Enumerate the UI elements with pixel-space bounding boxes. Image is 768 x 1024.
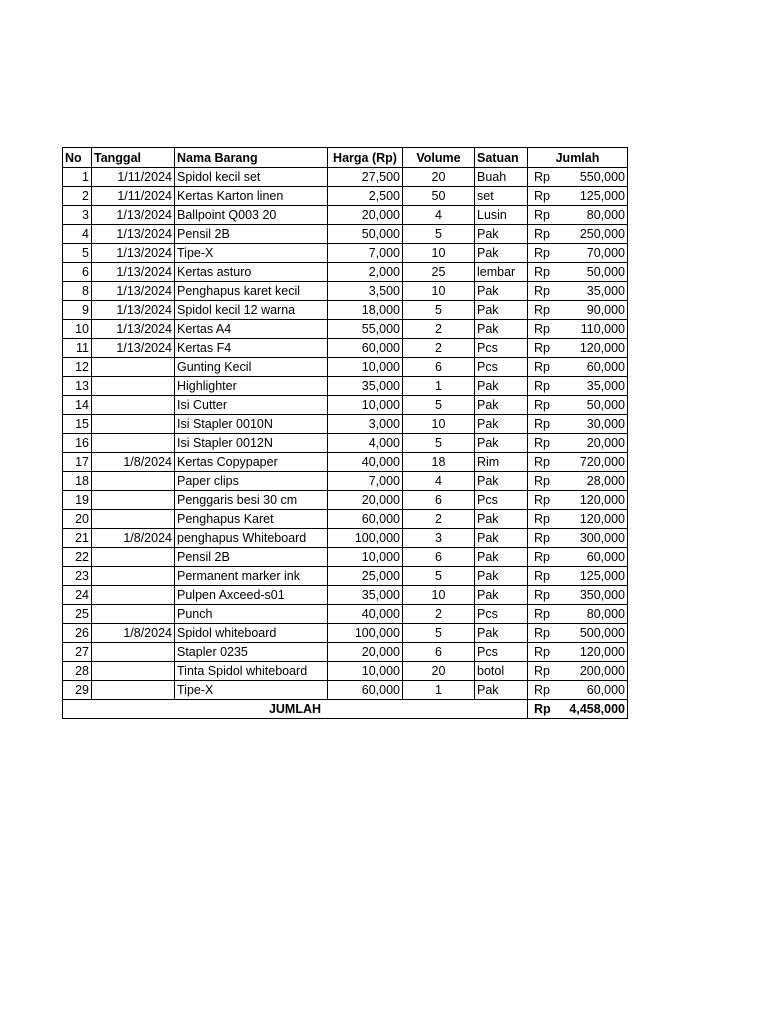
- table-row: [63, 472, 628, 491]
- cell-nama-barang: Paper clips: [175, 472, 328, 491]
- cell-nama-barang: Stapler 0235: [175, 643, 328, 662]
- cell-jumlah: [528, 491, 628, 510]
- cell-no: 2: [63, 187, 92, 206]
- cell-tanggal: [92, 510, 175, 529]
- cell-nama-barang: Pensil 2B: [175, 548, 328, 567]
- cell-jumlah: [528, 605, 628, 624]
- cell-harga: 40,000: [328, 605, 403, 624]
- cell-harga: 100,000: [328, 624, 403, 643]
- cell-tanggal: [92, 377, 175, 396]
- cell-volume: 10: [403, 244, 475, 263]
- table-row: [63, 548, 628, 567]
- cell-nama-barang: Gunting Kecil: [175, 358, 328, 377]
- table-row: [63, 415, 628, 434]
- cell-currency: Rp: [534, 436, 550, 450]
- cell-jumlah-value: 90,000: [586, 303, 625, 317]
- total-value: 4,458,000: [569, 702, 625, 716]
- cell-jumlah-value: 35,000: [586, 284, 625, 298]
- table-row: [63, 206, 628, 225]
- cell-tanggal: [92, 681, 175, 700]
- cell-jumlah: [528, 453, 628, 472]
- cell-jumlah-value: 60,000: [586, 360, 625, 374]
- cell-tanggal: [92, 491, 175, 510]
- cell-currency: Rp: [534, 664, 550, 678]
- cell-satuan: Pak: [475, 529, 528, 548]
- header-volume: Volume: [403, 148, 475, 168]
- cell-no: 14: [63, 396, 92, 415]
- cell-tanggal: [92, 396, 175, 415]
- cell-harga: 35,000: [328, 377, 403, 396]
- cell-currency: Rp: [534, 379, 550, 393]
- cell-satuan: lembar: [475, 263, 528, 282]
- cell-no: 6: [63, 263, 92, 282]
- cell-jumlah-value: 120,000: [579, 512, 625, 526]
- cell-jumlah-value: 120,000: [579, 645, 625, 659]
- cell-currency: Rp: [534, 512, 550, 526]
- table-row: [63, 567, 628, 586]
- cell-no: 1: [63, 168, 92, 187]
- cell-jumlah-value: 110,000: [580, 322, 625, 336]
- table-row: [63, 339, 628, 358]
- cell-volume: 18: [403, 453, 475, 472]
- cell-jumlah-value: 35,000: [586, 379, 625, 393]
- cell-harga: 20,000: [328, 643, 403, 662]
- cell-no: 9: [63, 301, 92, 320]
- cell-jumlah: [528, 510, 628, 529]
- cell-jumlah: [528, 206, 628, 225]
- total-amount-cell: [528, 700, 628, 719]
- cell-harga: 2,500: [328, 187, 403, 206]
- cell-currency: Rp: [534, 322, 550, 336]
- cell-currency: Rp: [534, 246, 550, 260]
- cell-tanggal: 1/13/2024: [92, 282, 175, 301]
- table-body: [63, 168, 628, 700]
- cell-volume: 25: [403, 263, 475, 282]
- cell-harga: 10,000: [328, 662, 403, 681]
- cell-no: 8: [63, 282, 92, 301]
- cell-volume: 5: [403, 301, 475, 320]
- cell-harga: 60,000: [328, 510, 403, 529]
- cell-satuan: Pak: [475, 225, 528, 244]
- cell-no: 19: [63, 491, 92, 510]
- cell-satuan: botol: [475, 662, 528, 681]
- cell-nama-barang: Spidol whiteboard: [175, 624, 328, 643]
- cell-volume: 6: [403, 358, 475, 377]
- cell-tanggal: 1/8/2024: [92, 453, 175, 472]
- cell-jumlah: [528, 567, 628, 586]
- cell-currency: Rp: [534, 284, 550, 298]
- cell-currency: Rp: [534, 683, 550, 697]
- cell-no: 11: [63, 339, 92, 358]
- cell-jumlah: [528, 263, 628, 282]
- table-row: [63, 491, 628, 510]
- cell-harga: 20,000: [328, 206, 403, 225]
- cell-tanggal: [92, 567, 175, 586]
- cell-harga: 27,500: [328, 168, 403, 187]
- cell-harga: 40,000: [328, 453, 403, 472]
- header-jumlah: Jumlah: [528, 148, 628, 168]
- cell-satuan: Pak: [475, 548, 528, 567]
- cell-tanggal: 1/8/2024: [92, 624, 175, 643]
- cell-volume: 2: [403, 339, 475, 358]
- cell-satuan: Pcs: [475, 605, 528, 624]
- cell-currency: Rp: [534, 189, 550, 203]
- cell-tanggal: 1/11/2024: [92, 187, 175, 206]
- table-row: [63, 624, 628, 643]
- cell-nama-barang: Pensil 2B: [175, 225, 328, 244]
- cell-jumlah-value: 20,000: [586, 436, 625, 450]
- cell-satuan: Pcs: [475, 491, 528, 510]
- cell-jumlah: [528, 662, 628, 681]
- cell-harga: 4,000: [328, 434, 403, 453]
- table-row: [63, 529, 628, 548]
- cell-volume: 4: [403, 472, 475, 491]
- cell-no: 10: [63, 320, 92, 339]
- cell-jumlah-value: 80,000: [586, 607, 625, 621]
- cell-tanggal: 1/11/2024: [92, 168, 175, 187]
- cell-jumlah-value: 120,000: [579, 493, 625, 507]
- cell-jumlah-value: 80,000: [586, 208, 625, 222]
- cell-jumlah: [528, 244, 628, 263]
- cell-jumlah: [528, 548, 628, 567]
- cell-harga: 7,000: [328, 244, 403, 263]
- table-row: [63, 358, 628, 377]
- cell-jumlah: [528, 472, 628, 491]
- cell-tanggal: [92, 586, 175, 605]
- cell-nama-barang: Spidol kecil 12 warna: [175, 301, 328, 320]
- cell-volume: 10: [403, 282, 475, 301]
- cell-currency: Rp: [534, 341, 550, 355]
- cell-no: 20: [63, 510, 92, 529]
- cell-tanggal: [92, 605, 175, 624]
- cell-jumlah-value: 250,000: [579, 227, 625, 241]
- cell-volume: 6: [403, 548, 475, 567]
- cell-volume: 1: [403, 377, 475, 396]
- cell-satuan: Pak: [475, 624, 528, 643]
- cell-currency: Rp: [534, 398, 550, 412]
- cell-satuan: Lusin: [475, 206, 528, 225]
- cell-currency: Rp: [534, 588, 550, 602]
- cell-jumlah: [528, 396, 628, 415]
- cell-currency: Rp: [534, 531, 550, 545]
- cell-no: 27: [63, 643, 92, 662]
- cell-volume: 1: [403, 681, 475, 700]
- cell-volume: 20: [403, 168, 475, 187]
- cell-volume: 5: [403, 434, 475, 453]
- cell-currency: Rp: [534, 360, 550, 374]
- cell-satuan: Pak: [475, 301, 528, 320]
- cell-satuan: Pak: [475, 282, 528, 301]
- cell-volume: 3: [403, 529, 475, 548]
- cell-tanggal: 1/13/2024: [92, 244, 175, 263]
- cell-jumlah-value: 50,000: [586, 265, 625, 279]
- cell-jumlah-value: 50,000: [586, 398, 625, 412]
- cell-jumlah-value: 720,000: [579, 455, 625, 469]
- table-row: [63, 225, 628, 244]
- cell-volume: 5: [403, 567, 475, 586]
- cell-no: 28: [63, 662, 92, 681]
- table-row: [63, 263, 628, 282]
- cell-nama-barang: Spidol kecil set: [175, 168, 328, 187]
- cell-tanggal: [92, 415, 175, 434]
- cell-harga: 60,000: [328, 681, 403, 700]
- cell-jumlah-value: 300,000: [579, 531, 625, 545]
- cell-nama-barang: Penghapus Karet: [175, 510, 328, 529]
- cell-satuan: set: [475, 187, 528, 206]
- cell-jumlah-value: 500,000: [579, 626, 625, 640]
- cell-currency: Rp: [534, 626, 550, 640]
- cell-harga: 10,000: [328, 396, 403, 415]
- cell-jumlah: [528, 187, 628, 206]
- cell-harga: 18,000: [328, 301, 403, 320]
- cell-satuan: Pak: [475, 377, 528, 396]
- table-row: [63, 396, 628, 415]
- header-satuan: Satuan: [475, 148, 528, 168]
- cell-volume: 5: [403, 396, 475, 415]
- table-row: [63, 187, 628, 206]
- cell-jumlah-value: 350,000: [579, 588, 625, 602]
- cell-volume: 6: [403, 643, 475, 662]
- cell-jumlah: [528, 168, 628, 187]
- cell-tanggal: 1/13/2024: [92, 339, 175, 358]
- cell-harga: 100,000: [328, 529, 403, 548]
- cell-no: 13: [63, 377, 92, 396]
- cell-nama-barang: Kertas F4: [175, 339, 328, 358]
- cell-currency: Rp: [534, 455, 550, 469]
- cell-satuan: Pak: [475, 244, 528, 263]
- cell-volume: 2: [403, 320, 475, 339]
- cell-jumlah: [528, 301, 628, 320]
- cell-harga: 25,000: [328, 567, 403, 586]
- table-row: [63, 662, 628, 681]
- cell-no: 15: [63, 415, 92, 434]
- cell-volume: 50: [403, 187, 475, 206]
- cell-nama-barang: Pulpen Axceed-s01: [175, 586, 328, 605]
- cell-tanggal: 1/13/2024: [92, 206, 175, 225]
- cell-jumlah: [528, 320, 628, 339]
- cell-no: 12: [63, 358, 92, 377]
- cell-jumlah: [528, 624, 628, 643]
- cell-currency: Rp: [534, 607, 550, 621]
- cell-volume: 4: [403, 206, 475, 225]
- cell-nama-barang: Kertas A4: [175, 320, 328, 339]
- cell-tanggal: [92, 662, 175, 681]
- cell-satuan: Pcs: [475, 643, 528, 662]
- table-row: [63, 605, 628, 624]
- cell-no: 21: [63, 529, 92, 548]
- cell-tanggal: [92, 548, 175, 567]
- cell-harga: 2,000: [328, 263, 403, 282]
- cell-satuan: Pak: [475, 681, 528, 700]
- cell-jumlah: [528, 358, 628, 377]
- cell-harga: 55,000: [328, 320, 403, 339]
- cell-jumlah-value: 70,000: [586, 246, 625, 260]
- cell-satuan: Pcs: [475, 339, 528, 358]
- cell-tanggal: 1/13/2024: [92, 301, 175, 320]
- cell-tanggal: 1/8/2024: [92, 529, 175, 548]
- total-currency: Rp: [534, 702, 551, 716]
- cell-harga: 3,000: [328, 415, 403, 434]
- table-row: [63, 244, 628, 263]
- table-row: [63, 320, 628, 339]
- cell-jumlah: [528, 339, 628, 358]
- cell-currency: Rp: [534, 227, 550, 241]
- table-row: [63, 434, 628, 453]
- cell-nama-barang: Isi Stapler 0010N: [175, 415, 328, 434]
- cell-volume: 5: [403, 225, 475, 244]
- cell-no: 4: [63, 225, 92, 244]
- cell-tanggal: [92, 358, 175, 377]
- cell-nama-barang: Punch: [175, 605, 328, 624]
- cell-volume: 5: [403, 624, 475, 643]
- header-tanggal: Tanggal: [92, 148, 175, 168]
- cell-currency: Rp: [534, 550, 550, 564]
- cell-currency: Rp: [534, 417, 550, 431]
- cell-satuan: Pak: [475, 320, 528, 339]
- cell-no: 24: [63, 586, 92, 605]
- cell-nama-barang: Highlighter: [175, 377, 328, 396]
- cell-jumlah-value: 200,000: [579, 664, 625, 678]
- cell-satuan: Pak: [475, 586, 528, 605]
- table-row: [63, 453, 628, 472]
- cell-jumlah: [528, 529, 628, 548]
- cell-satuan: Pak: [475, 472, 528, 491]
- cell-no: 17: [63, 453, 92, 472]
- cell-nama-barang: Tipe-X: [175, 681, 328, 700]
- cell-harga: 10,000: [328, 358, 403, 377]
- table-row: [63, 168, 628, 187]
- cell-jumlah-value: 60,000: [586, 550, 625, 564]
- cell-nama-barang: Tinta Spidol whiteboard: [175, 662, 328, 681]
- cell-currency: Rp: [534, 645, 550, 659]
- cell-currency: Rp: [534, 474, 550, 488]
- cell-no: 29: [63, 681, 92, 700]
- table-row: [63, 681, 628, 700]
- cell-harga: 10,000: [328, 548, 403, 567]
- cell-tanggal: 1/13/2024: [92, 263, 175, 282]
- cell-volume: 2: [403, 605, 475, 624]
- cell-nama-barang: Permanent marker ink: [175, 567, 328, 586]
- cell-harga: 7,000: [328, 472, 403, 491]
- cell-satuan: Pak: [475, 434, 528, 453]
- cell-currency: Rp: [534, 569, 550, 583]
- cell-volume: 2: [403, 510, 475, 529]
- cell-no: 23: [63, 567, 92, 586]
- cell-nama-barang: Tipe-X: [175, 244, 328, 263]
- cell-nama-barang: penghapus Whiteboard: [175, 529, 328, 548]
- cell-jumlah-value: 125,000: [579, 189, 625, 203]
- cell-tanggal: [92, 643, 175, 662]
- cell-nama-barang: Penghapus karet kecil: [175, 282, 328, 301]
- cell-jumlah: [528, 415, 628, 434]
- table-row: [63, 586, 628, 605]
- total-label: JUMLAH: [63, 700, 528, 719]
- cell-jumlah-value: 30,000: [586, 417, 625, 431]
- cell-satuan: Pak: [475, 415, 528, 434]
- cell-jumlah: [528, 434, 628, 453]
- cell-tanggal: [92, 472, 175, 491]
- cell-tanggal: [92, 434, 175, 453]
- cell-currency: Rp: [534, 493, 550, 507]
- cell-tanggal: 1/13/2024: [92, 320, 175, 339]
- cell-harga: 60,000: [328, 339, 403, 358]
- cell-jumlah: [528, 586, 628, 605]
- cell-jumlah-value: 120,000: [579, 341, 625, 355]
- cell-nama-barang: Kertas Karton linen: [175, 187, 328, 206]
- cell-currency: Rp: [534, 208, 550, 222]
- cell-no: 25: [63, 605, 92, 624]
- cell-jumlah: [528, 377, 628, 396]
- cell-tanggal: 1/13/2024: [92, 225, 175, 244]
- cell-satuan: Rim: [475, 453, 528, 472]
- cell-nama-barang: Kertas Copypaper: [175, 453, 328, 472]
- total-row: [63, 700, 628, 719]
- cell-jumlah-value: 550,000: [579, 170, 625, 184]
- cell-jumlah: [528, 681, 628, 700]
- cell-volume: 10: [403, 415, 475, 434]
- table-row: [63, 282, 628, 301]
- cell-volume: 10: [403, 586, 475, 605]
- cell-no: 5: [63, 244, 92, 263]
- purchase-table: [62, 147, 628, 719]
- cell-jumlah: [528, 282, 628, 301]
- cell-harga: 50,000: [328, 225, 403, 244]
- cell-harga: 20,000: [328, 491, 403, 510]
- cell-nama-barang: Ballpoint Q003 20: [175, 206, 328, 225]
- cell-harga: 3,500: [328, 282, 403, 301]
- header-row: [63, 148, 628, 168]
- cell-no: 22: [63, 548, 92, 567]
- cell-jumlah-value: 28,000: [586, 474, 625, 488]
- cell-nama-barang: Penggaris besi 30 cm: [175, 491, 328, 510]
- cell-satuan: Pak: [475, 396, 528, 415]
- cell-no: 18: [63, 472, 92, 491]
- table-row: [63, 377, 628, 396]
- cell-no: 3: [63, 206, 92, 225]
- cell-currency: Rp: [534, 265, 550, 279]
- cell-jumlah-value: 60,000: [586, 683, 625, 697]
- table-row: [63, 301, 628, 320]
- cell-jumlah: [528, 225, 628, 244]
- cell-currency: Rp: [534, 303, 550, 317]
- cell-volume: 6: [403, 491, 475, 510]
- cell-currency: Rp: [534, 170, 550, 184]
- cell-nama-barang: Kertas asturo: [175, 263, 328, 282]
- cell-no: 16: [63, 434, 92, 453]
- cell-no: 26: [63, 624, 92, 643]
- cell-jumlah: [528, 643, 628, 662]
- cell-nama-barang: Isi Cutter: [175, 396, 328, 415]
- cell-satuan: Pak: [475, 567, 528, 586]
- header-nama-barang: Nama Barang: [175, 148, 328, 168]
- table-row: [63, 510, 628, 529]
- cell-jumlah-value: 125,000: [579, 569, 625, 583]
- cell-volume: 20: [403, 662, 475, 681]
- header-harga: Harga (Rp): [328, 148, 403, 168]
- cell-satuan: Pcs: [475, 358, 528, 377]
- cell-nama-barang: Isi Stapler 0012N: [175, 434, 328, 453]
- table-row: [63, 643, 628, 662]
- header-no: No: [63, 148, 92, 168]
- cell-satuan: Buah: [475, 168, 528, 187]
- cell-satuan: Pak: [475, 510, 528, 529]
- cell-harga: 35,000: [328, 586, 403, 605]
